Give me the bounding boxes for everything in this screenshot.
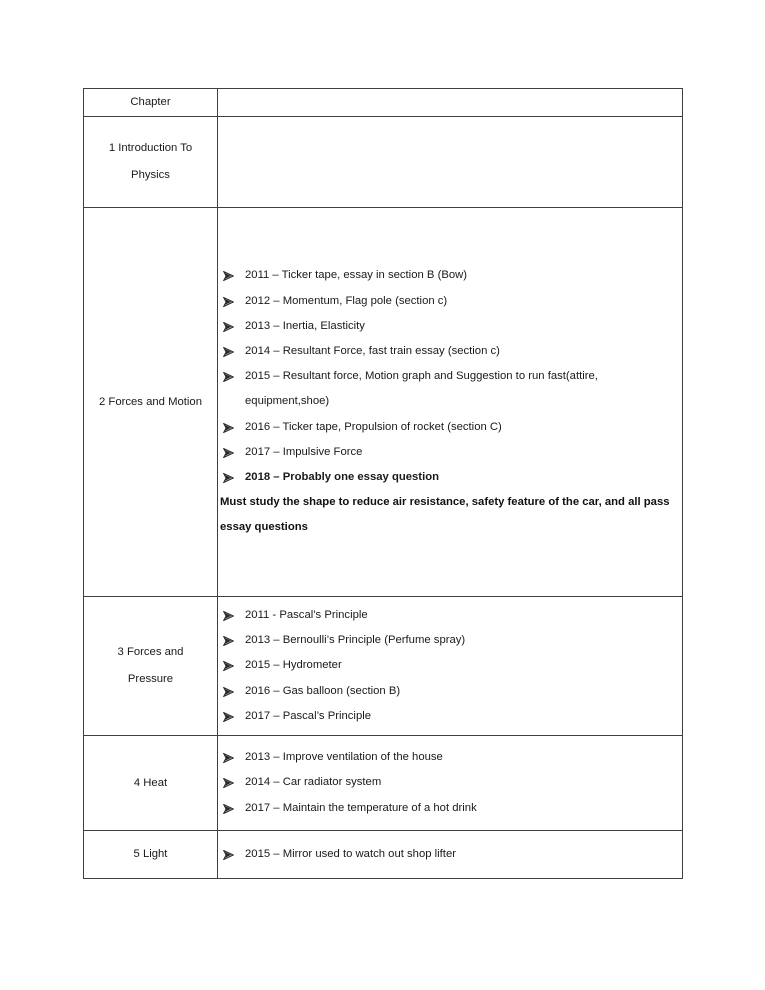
chapter-label-line: 4 Heat [133, 776, 168, 789]
list-item [218, 339, 682, 364]
arrowhead-bullet-icon [223, 628, 237, 646]
list-item [218, 603, 682, 628]
list-item [218, 745, 682, 770]
list-item [218, 314, 682, 339]
arrowhead-bullet-icon [223, 415, 237, 433]
arrowhead-bullet-icon [223, 770, 237, 788]
arrowhead-bullet-icon [223, 440, 237, 458]
chapter-topics-table [83, 88, 683, 879]
header-cell-chapter [84, 89, 218, 117]
table-row [84, 736, 683, 831]
chapter-cell [84, 831, 218, 879]
arrowhead-bullet-icon [223, 704, 237, 722]
list-item [218, 289, 682, 314]
arrowhead-bullet-icon [223, 603, 237, 621]
chapter-cell [84, 597, 218, 736]
table-row [84, 831, 683, 879]
chapter-cell [84, 736, 218, 831]
list-item-text: 2013 – Improve ventilation of the house [245, 751, 443, 764]
list-item-text: 2014 – Resultant Force, fast train essay (section c) [245, 344, 500, 357]
arrowhead-bullet-icon [223, 263, 237, 281]
chapter-cell [84, 117, 218, 208]
table-row [84, 117, 683, 208]
list-item [218, 770, 682, 795]
arrowhead-bullet-icon [223, 679, 237, 697]
list-item-text: 2014 – Car radiator system [245, 776, 382, 789]
arrowhead-bullet-icon [223, 465, 237, 483]
chapter-label-line: 3 Forces and [117, 646, 184, 658]
year-topic-list [218, 745, 682, 821]
chapter-label-line: 1 Introduction To [108, 142, 193, 154]
list-item [218, 842, 682, 867]
year-topic-list [218, 263, 682, 490]
list-item-text: 2013 – Inertia, Elasticity [245, 319, 365, 332]
list-item-text: 2016 – Ticker tape, Propulsion of rocket (section C) [245, 420, 502, 433]
list-item-text: 2017 – Maintain the temperature of a hot drink [245, 801, 477, 814]
chapter-label-line: Physics [131, 169, 170, 181]
arrowhead-bullet-icon [223, 364, 237, 382]
header-chapter-label: Chapter [130, 96, 171, 108]
emphasis-note: Must study the shape to reduce air resistance, safety feature of the car, and all pass essay questions [220, 496, 670, 534]
list-item-text: 2015 – Resultant force, Motion graph and Suggestion to run fast(attire, equipment,shoe) [245, 370, 598, 408]
topics-cell [218, 597, 683, 736]
list-item [218, 653, 682, 678]
list-item [218, 440, 682, 465]
chapter-label-line: Pressure [127, 673, 174, 685]
list-item-text: 2013 – Bernoulli’s Principle (Perfume spray) [245, 634, 466, 647]
list-item-text: 2015 – Hydrometer [245, 659, 342, 672]
header-cell-content [218, 89, 683, 117]
year-topic-list [218, 603, 682, 729]
list-item-text: 2012 – Momentum, Flag pole (section c) [245, 294, 448, 307]
list-item-text: 2018 – Probably one essay question [245, 471, 440, 483]
table-header-row [84, 89, 683, 117]
arrowhead-bullet-icon [223, 653, 237, 671]
year-topic-list [218, 842, 682, 867]
list-item [218, 465, 682, 490]
list-item-text: 2011 - Pascal’s Principle [245, 608, 368, 621]
list-item [218, 263, 682, 288]
list-item [218, 364, 682, 414]
arrowhead-bullet-icon [223, 339, 237, 357]
list-item [218, 679, 682, 704]
arrowhead-bullet-icon [223, 842, 237, 860]
topics-cell [218, 208, 683, 597]
topics-cell [218, 117, 683, 208]
topics-cell [218, 736, 683, 831]
list-item-text: 2011 – Ticker tape, essay in section B (Bow) [245, 269, 468, 282]
list-item [218, 796, 682, 821]
list-item-text: 2016 – Gas balloon (section B) [245, 684, 401, 697]
table-row [84, 208, 683, 597]
chapter-cell [84, 208, 218, 597]
table-body [84, 89, 683, 879]
chapter-label-line: 2 Forces and Motion [99, 395, 202, 408]
list-item [218, 704, 682, 729]
chapter-label-line: 5 Light [133, 848, 168, 860]
arrowhead-bullet-icon [223, 745, 237, 763]
arrowhead-bullet-icon [223, 314, 237, 332]
list-item [218, 628, 682, 653]
list-item-text: 2015 – Mirror used to watch out shop lifter [245, 847, 456, 860]
list-item [218, 415, 682, 440]
arrowhead-bullet-icon [223, 289, 237, 307]
arrowhead-bullet-icon [223, 796, 237, 814]
topics-cell [218, 831, 683, 879]
list-item-text: 2017 – Pascal’s Principle [245, 709, 372, 722]
table-row [84, 597, 683, 736]
list-item-text: 2017 – Impulsive Force [245, 445, 363, 458]
